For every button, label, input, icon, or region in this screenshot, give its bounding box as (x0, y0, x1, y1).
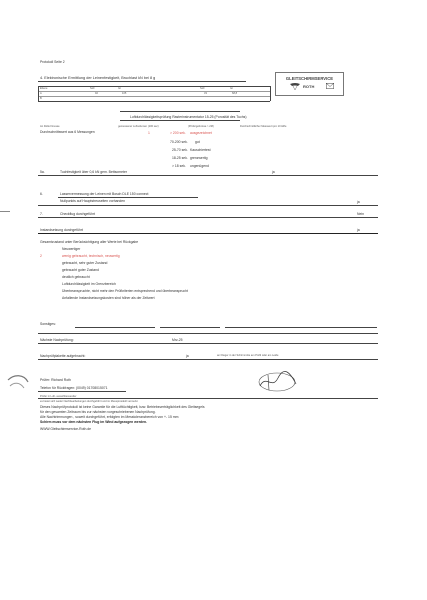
table-header-target: Soll (90, 87, 95, 90)
scale-range-2: 70-200 sek. (170, 140, 188, 144)
row-a-value-1: 92 (95, 92, 98, 95)
overall-option-1: Neuwertiger (62, 247, 81, 251)
scale-rating-4: grenzwertig (190, 156, 208, 160)
scale-rating-2: gut (195, 140, 200, 144)
tear-number: 5a. (40, 170, 45, 174)
porosity-row-label: Durchschnittswert aus 6 Messungen (40, 130, 95, 134)
porosity-col-2: gemessener Luftvolumen (100 sec) (118, 125, 159, 128)
scan-hole-mark (0, 372, 30, 412)
porosity-title: Luftdurchlässigkeitsprüfung Rasterinstrumentator 15-25 (Porosität des Tuchs) (130, 115, 247, 119)
tear-label: Tuchfestigkeit über 0,6 kN gem. Bettsometer (60, 170, 127, 174)
overall-option-5: deutlich gebraucht (62, 275, 90, 279)
overall-option-8: Anfallende Instandsetzungskosten sind höher als der Zeitwert (62, 296, 155, 300)
porosity-marker: 1 (148, 131, 150, 135)
section7-value: Nein (357, 212, 364, 216)
scale-rating-1: ausgezeichnet (190, 131, 212, 135)
section7-number: 7. (40, 212, 43, 216)
table-header-level: Ebene (40, 87, 48, 90)
section4-title: 4. Elektronische Ermittlung der Leinenfestigkeit, Bruchlast kN bei 8 g (40, 76, 156, 80)
scale-range-1: > 200 sek. (170, 131, 186, 135)
website-text: WWW.Gleitschirmservice-Roth.de (40, 427, 92, 431)
porosity-col-3: (Prüfergebnisse > 2M) (188, 125, 214, 128)
overall-option-7: Überbeanspruchte, nicht mehr den Prüfkriterien entsprechend und überbeansprucht (62, 289, 188, 293)
section6-subtitle: Nullpunkts auf Hauptstreuseiten vorhanden (60, 199, 126, 203)
overall-option-6: Luftdurchlässigkeit im Grenzbereich (62, 282, 116, 286)
overall-marker: 2 (40, 254, 42, 258)
logo-sub: ROTH (303, 84, 315, 89)
section6-title: Lasservermessung der Leinen mit Bosch DLE 150 connect (60, 192, 149, 196)
trim-value: ja (357, 228, 360, 232)
section6-number: 6. (40, 192, 43, 196)
overall-option-2: wenig gebraucht, technisch, neuwertig (62, 254, 120, 258)
section6-value: ja (357, 200, 360, 204)
porosity-col-1: An Rolle Finesse (40, 125, 60, 128)
disclaimer-line-3: Alle Nachtrimmungen , soweit durchgeführt, erfolgten im Messtoleranzbereich von +- 15 mm (40, 415, 179, 419)
disclaimer-line-2: für den gesamten Zeitraum bis zur nächsten vorgeschriebenen Nachprüfung. (40, 410, 156, 414)
paraglider-icon (290, 83, 300, 90)
next-check-value: Mrz-25 (172, 338, 183, 342)
scale-range-3: 25-70 sek. (172, 148, 188, 152)
page-label: Protokoll Seite 2 (40, 60, 65, 64)
inspector-phone: Telefon für Rückfragen: (0049) 01708015071 (40, 386, 108, 390)
overall-title: Gesamtzustand unter Berücksichtigung aller Werte bei Rückgabe (40, 240, 139, 244)
scale-rating-3: Kauschiertest (190, 148, 211, 152)
inspector-note-2: es bietet sich weder Nachbearbeitungen durchgeführt und im Messprotokoll vermerkt (40, 400, 138, 403)
tear-value: ja (272, 170, 275, 174)
row-b-label: B (40, 97, 42, 100)
table-header-actual: Ist (118, 87, 121, 90)
table-header-actual-2: Ist (230, 87, 233, 90)
inspector-signature (254, 368, 304, 396)
sticker-value: ja (186, 354, 189, 358)
overall-option-3: gebraucht, sehr guter Zustand (62, 261, 108, 265)
scale-range-4: 18-25 sek. (172, 156, 188, 160)
trim-label: Instandsetzung durchgeführt (40, 228, 83, 232)
next-check-label: Nächste Nachprüfung: (40, 338, 74, 342)
scale-rating-5: ungenügend (190, 164, 209, 168)
row-a-value-2: 105 (122, 92, 127, 95)
overall-option-4: gebraucht guter Zustand (62, 268, 99, 272)
logo-brand: GLEITSCHIRMSERVICE (285, 76, 334, 81)
logo-box (275, 72, 344, 96)
table-header-target-2: Soll (200, 87, 205, 90)
inspector-name: Prüfer: Richard Roth (40, 378, 71, 382)
section7-label: Checkflug durchgeführt (60, 212, 96, 216)
inspector-note-1: Prüfer in Luft- ausschliessender (40, 395, 77, 398)
porosity-col-4: Durchschnittlicher Messwert pro 10 Hilfe (240, 125, 287, 128)
row-a-value-4: 68,8 (232, 92, 238, 95)
sticker-label: Nachprüfplakette aufgebracht: (40, 354, 86, 358)
warning-text: Schirm muss vor dem nächsten Flug im Wind aufgezogen werden. (40, 420, 147, 424)
disclaimer-line-1: Dieses Nachprüfprotokoll ist keine Garantie für die Lufttüchtigkeit, bzw. Betriebsverträglichkeit des Gleitsegels (40, 405, 205, 409)
row-a-value-3: 33 (204, 92, 207, 95)
envelope-icon (326, 83, 334, 89)
row-a-label: A (40, 92, 42, 95)
remarks-label: Sonstiges: (40, 322, 56, 326)
scale-range-5: > 18 sek. (172, 164, 186, 168)
sticker-note: an Flieger in der Schirmmitte am Profil oder am Leide (217, 354, 279, 357)
